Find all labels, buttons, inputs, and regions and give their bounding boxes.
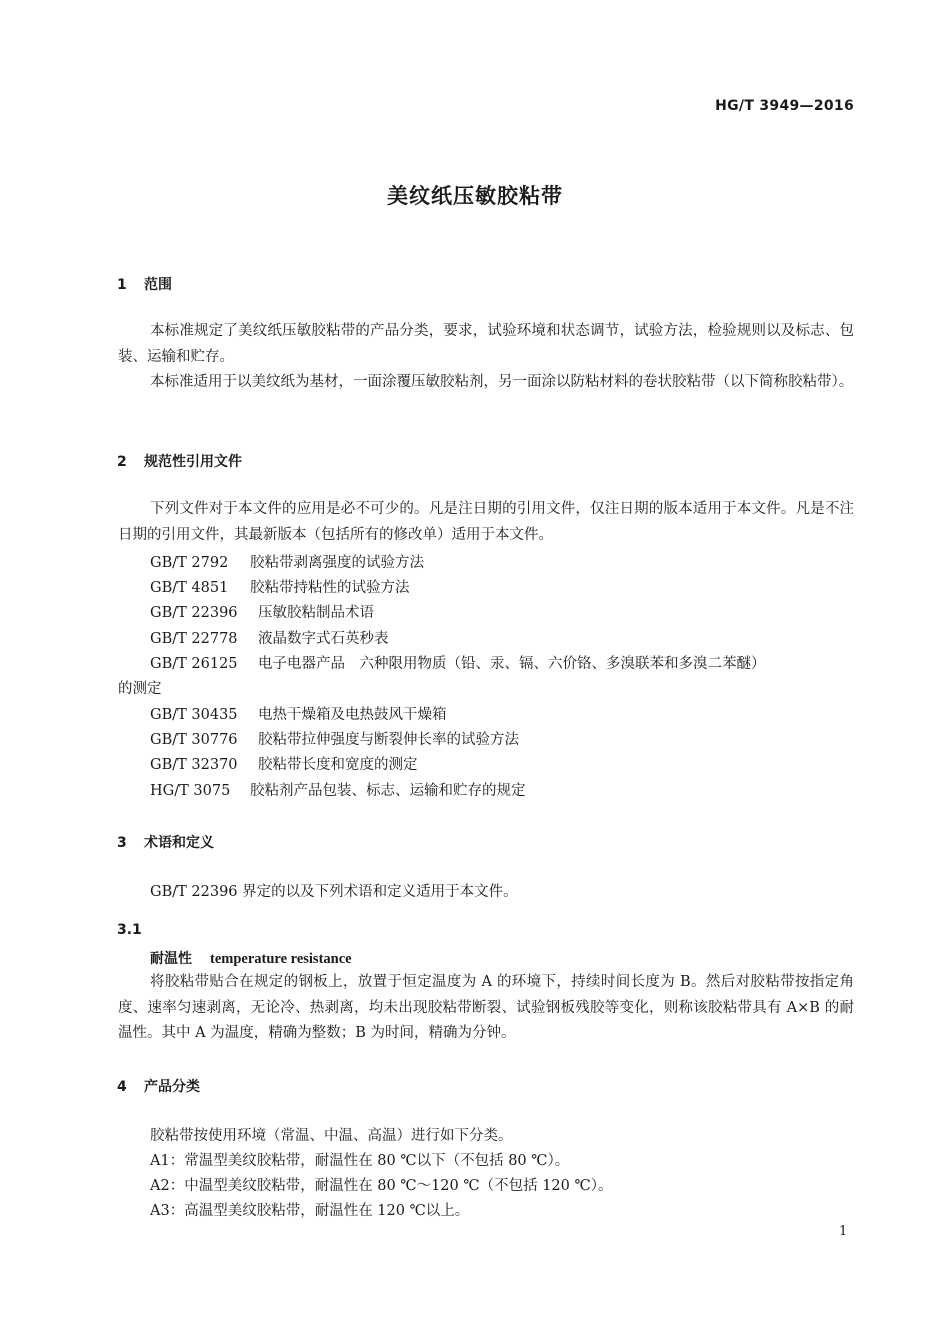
reference-item — [150, 601, 374, 622]
reference-item — [150, 576, 410, 597]
section-title: 规范性引用文件 — [144, 454, 242, 470]
reference-code: GB/T 2792 — [150, 555, 229, 571]
reference-code: GB/T 32370 — [150, 757, 238, 773]
section-2-intro: 下列文件对于本文件的应用是必不可少的。凡是注日期的引用文件，仅注日期的版本适用于本文件。凡是不注日期的引用文件，其最新版本（包括所有的修改单）适用于本文件。 — [118, 501, 854, 543]
section-3-heading — [117, 832, 214, 852]
term-chinese: 耐温性 — [150, 951, 192, 967]
reference-item — [150, 551, 424, 572]
reference-code: HG/T 3075 — [150, 783, 231, 799]
section-number: 1 — [117, 277, 127, 293]
reference-item — [150, 652, 766, 673]
page-number: 1 — [839, 1224, 848, 1239]
reference-item — [150, 779, 526, 800]
reference-code: GB/T 26125 — [150, 656, 238, 672]
section-number: 3 — [117, 835, 127, 851]
subsection-number: 3.1 — [117, 922, 142, 938]
reference-continuation: 的测定 — [118, 681, 162, 697]
reference-item — [150, 703, 447, 724]
classification-item: A1：常温型美纹胶粘带，耐温性在 80 ℃以下（不包括 80 ℃）。 — [150, 1153, 570, 1169]
section-4-heading — [117, 1076, 200, 1096]
reference-title: 胶粘带拉伸强度与断裂伸长率的试验方法 — [258, 732, 519, 748]
reference-title: 液晶数字式石英秒表 — [258, 631, 389, 647]
reference-title: 胶粘带剥离强度的试验方法 — [250, 555, 424, 571]
reference-code: GB/T 30776 — [150, 732, 238, 748]
section-3-intro: GB/T 22396 界定的以及下列术语和定义适用于本文件。 — [150, 884, 518, 900]
reference-title: 电子电器产品 六种限用物质（铅、汞、镉、六价铬、多溴联苯和多溴二苯醚） — [258, 656, 766, 672]
reference-title: 胶粘带长度和宽度的测定 — [258, 757, 418, 773]
section-4-intro: 胶粘带按使用环境（常温、中温、高温）进行如下分类。 — [150, 1128, 513, 1144]
term-english: temperature resistance — [210, 951, 352, 967]
reference-code: GB/T 22778 — [150, 631, 238, 647]
reference-item — [150, 728, 519, 749]
section-title: 术语和定义 — [144, 835, 214, 851]
document-title: 美纹纸压敏胶粘带 — [387, 184, 563, 208]
classification-item: A3：高温型美纹胶粘带，耐温性在 120 ℃以上。 — [150, 1203, 470, 1219]
term-entry — [150, 948, 352, 968]
reference-code: GB/T 4851 — [150, 580, 229, 596]
term-definition: 将胶粘带贴合在规定的钢板上，放置于恒定温度为 A 的环境下，持续时间长度为 B。然后对胶粘带按指定角度、速率匀速剥离，无论冷、热剥离，均未出现胶粘带断裂、试验钢板残胶等变化，则称该胶粘带具有 A×B 的耐温性。其中 A 为温度，精确为整数；B 为时间，精确为分钟。 — [118, 974, 854, 1041]
reference-title: 胶粘剂产品包装、标志、运输和贮存的规定 — [250, 783, 526, 799]
reference-title: 胶粘带持粘性的试验方法 — [250, 580, 410, 596]
reference-title: 压敏胶粘制品术语 — [258, 605, 374, 621]
section-1-paragraph-2: 本标准适用于以美纹纸为基材，一面涂覆压敏胶粘剂，另一面涂以防粘材料的卷状胶粘带（以下简称胶粘带）。 — [150, 374, 854, 390]
reference-code: GB/T 22396 — [150, 605, 238, 621]
reference-title: 电热干燥箱及电热鼓风干燥箱 — [258, 707, 447, 723]
section-1-heading — [117, 274, 172, 294]
section-number: 2 — [117, 454, 127, 470]
classification-item: A2：中温型美纹胶粘带，耐温性在 80 ℃～120 ℃（不包括 120 ℃）。 — [150, 1178, 613, 1194]
section-1-paragraph-1: 本标准规定了美纹纸压敏胶粘带的产品分类，要求，试验环境和状态调节，试验方法，检验规则以及标志、包装、运输和贮存。 — [118, 323, 854, 365]
section-title: 范围 — [144, 277, 172, 293]
reference-item — [150, 753, 418, 774]
reference-item — [150, 627, 389, 648]
section-title: 产品分类 — [144, 1079, 200, 1095]
reference-code: GB/T 30435 — [150, 707, 238, 723]
standard-code: HG/T 3949—2016 — [715, 98, 854, 114]
section-number: 4 — [117, 1079, 127, 1095]
section-2-heading — [117, 451, 242, 471]
